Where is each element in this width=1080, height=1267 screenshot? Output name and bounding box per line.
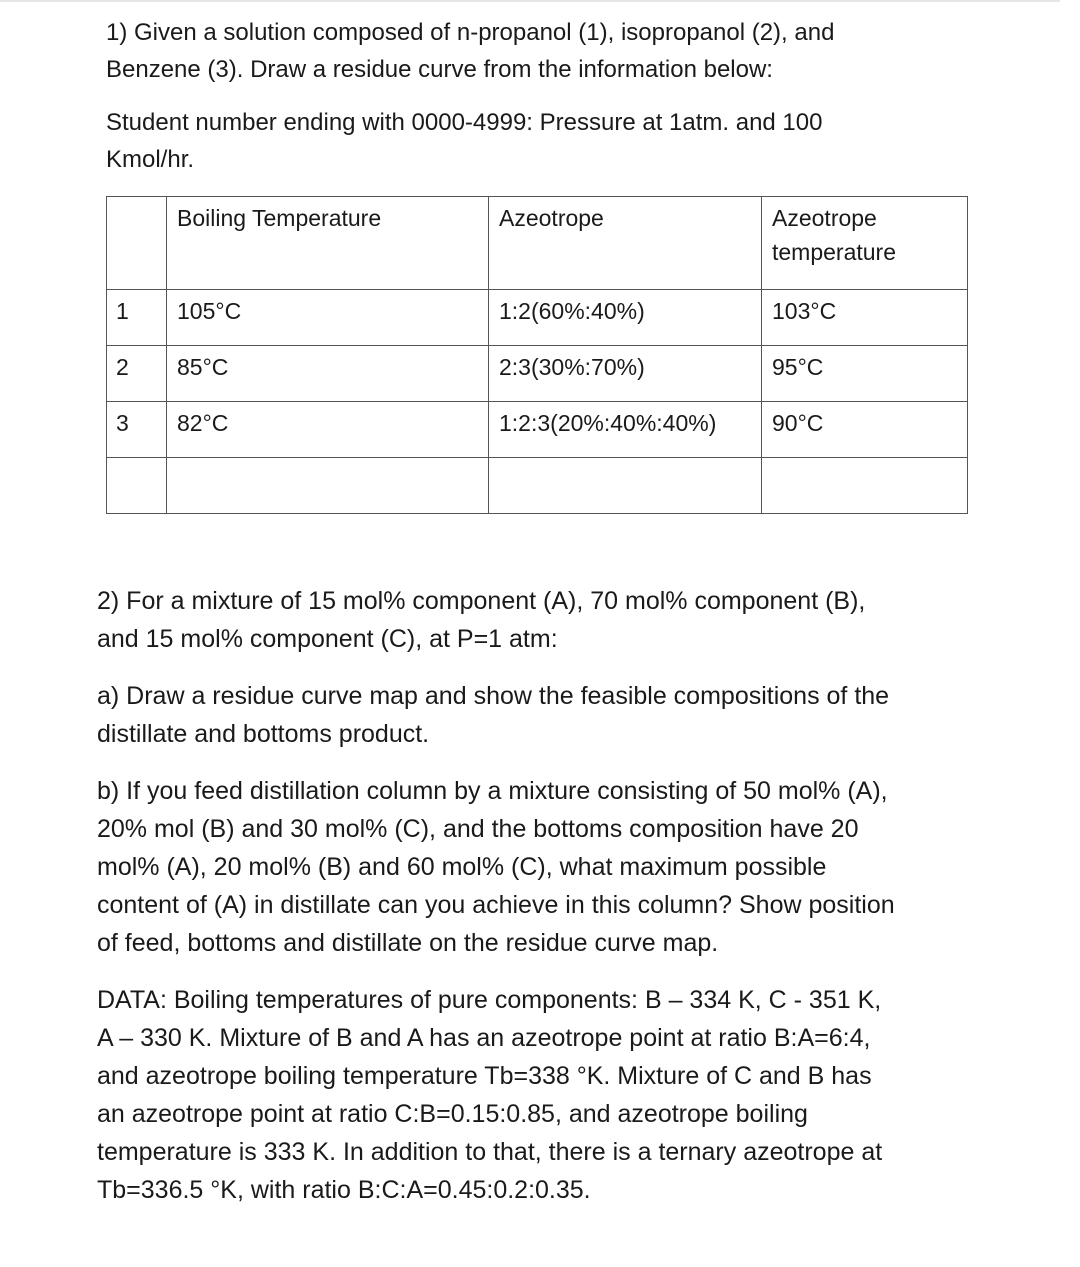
boiling-temp-cell: 105°C (167, 290, 489, 346)
data-line-5: temperature is 333 K. In addition to that, there is a ternary azeotrope at (97, 1138, 883, 1166)
header-boiling-temperature: Boiling Temperature (167, 197, 489, 290)
question-1 (106, 14, 1006, 178)
data-line-1: DATA: Boiling temperatures of pure components: B – 334 K, C - 351 K, (97, 986, 882, 1014)
azeotrope-temp-cell: 95°C (762, 346, 968, 402)
table-row (107, 290, 968, 346)
q2b-line-5: of feed, bottoms and distillate on the residue curve map. (97, 929, 719, 957)
header-azeotrope: Azeotrope (489, 197, 762, 290)
header-azeo-temp-line1: Azeotrope (772, 205, 877, 231)
azeotrope-cell: 2:3(30%:70%) (489, 346, 762, 402)
q2b-line-1: b) If you feed distillation column by a mixture consisting of 50 mol% (A), (97, 777, 888, 805)
boiling-data-table (106, 196, 968, 514)
empty-cell (762, 458, 968, 514)
azeotrope-temp-cell: 103°C (762, 290, 968, 346)
data-line-6: Tb=336.5 °K, with ratio B:C:A=0.45:0.2:0.35. (97, 1176, 591, 1204)
azeotrope-cell: 1:2(60%:40%) (489, 290, 762, 346)
q1-line-3: Student number ending with 0000-4999: Pressure at 1atm. and 100 (106, 109, 823, 136)
q2-line-1: 2) For a mixture of 15 mol% component (A), 70 mol% component (B), (97, 587, 866, 615)
empty-cell (489, 458, 762, 514)
q1-line-2: Benzene (3). Draw a residue curve from the information below: (106, 56, 773, 83)
empty-cell (167, 458, 489, 514)
q1-line-4: Kmol/hr. (106, 146, 195, 173)
header-azeo-temp-line2: temperature (772, 239, 897, 265)
header-cell-num (107, 197, 167, 290)
data-line-4: an azeotrope point at ratio C:B=0.15:0.85, and azeotrope boiling (97, 1100, 808, 1128)
header-azeotrope-temperature (762, 197, 968, 290)
empty-cell (107, 458, 167, 514)
boiling-temp-cell: 82°C (167, 402, 489, 458)
q2a-line-1: a) Draw a residue curve map and show the feasible compositions of the (97, 682, 890, 710)
row-number: 1 (107, 290, 167, 346)
table-row (107, 402, 968, 458)
azeotrope-cell: 1:2:3(20%:40%:40%) (489, 402, 762, 458)
q2-line-2: and 15 mol% component (C), at P=1 atm: (97, 625, 558, 653)
top-divider (0, 0, 1060, 2)
boiling-temp-cell: 85°C (167, 346, 489, 402)
data-line-2: A – 330 K. Mixture of B and A has an azeotrope point at ratio B:A=6:4, (97, 1024, 871, 1052)
table-header-row (107, 197, 968, 290)
q2b-line-4: content of (A) in distillate can you achieve in this column? Show position (97, 891, 895, 919)
q2b-line-3: mol% (A), 20 mol% (B) and 60 mol% (C), what maximum possible (97, 853, 827, 881)
table-row-empty (107, 458, 968, 514)
azeotrope-temp-cell: 90°C (762, 402, 968, 458)
row-number: 2 (107, 346, 167, 402)
q2b-line-2: 20% mol (B) and 30 mol% (C), and the bottoms composition have 20 (97, 815, 859, 843)
row-number: 3 (107, 402, 167, 458)
question-2 (97, 582, 1027, 1209)
data-line-3: and azeotrope boiling temperature Tb=338 °K. Mixture of C and B has (97, 1062, 872, 1090)
q2a-line-2: distillate and bottoms product. (97, 720, 430, 748)
table-row (107, 346, 968, 402)
q1-line-1: 1) Given a solution composed of n-propanol (1), isopropanol (2), and (106, 19, 835, 46)
